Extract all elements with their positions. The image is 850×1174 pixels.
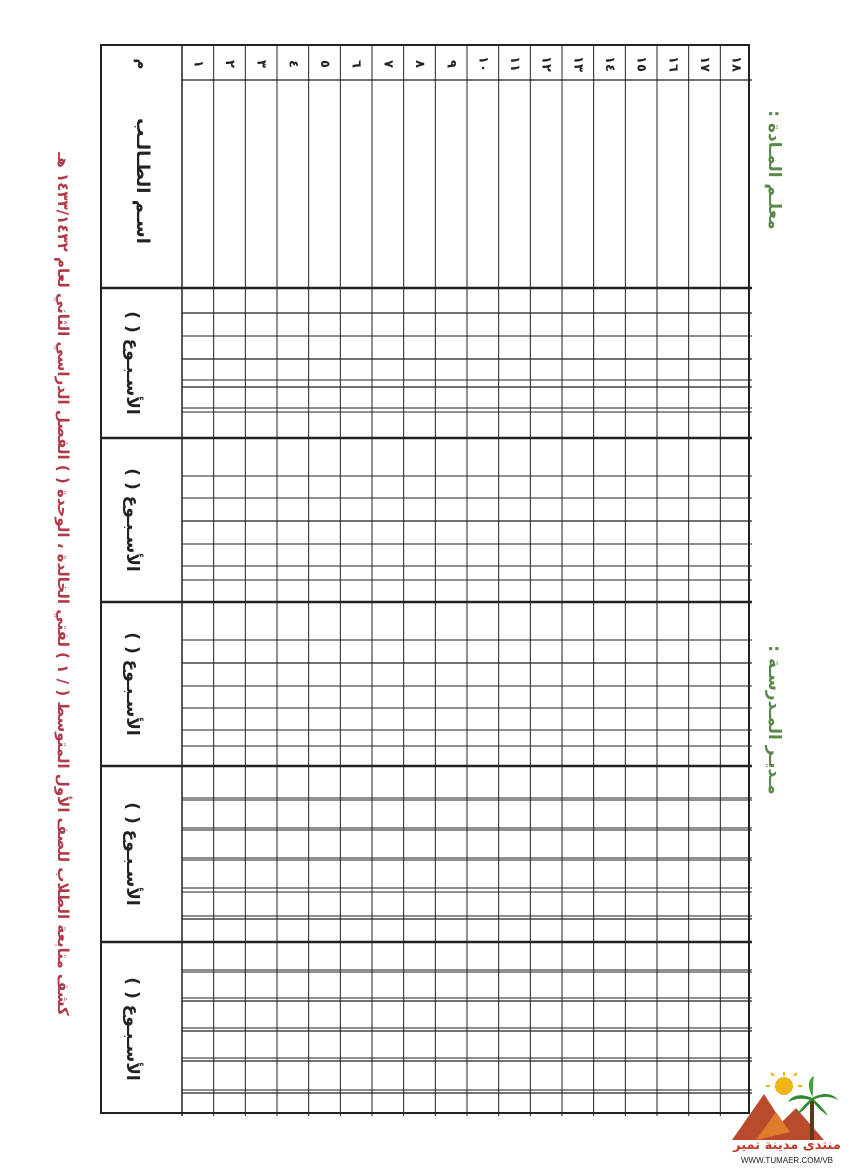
row-number: ٦: [348, 60, 364, 68]
row-number: ١: [190, 60, 206, 68]
row-number: ٨: [412, 60, 427, 68]
row-number: ١٠: [475, 56, 491, 72]
student-name-header: اسـم الطـالـب: [132, 118, 153, 244]
row-number: ٥: [317, 60, 332, 68]
row-number: ١٥: [633, 56, 649, 72]
logo-url[interactable]: WWW.TUMAER.COM/VB: [741, 1156, 833, 1165]
row-number: ١٨: [728, 56, 744, 72]
teacher-signature-label: معلـم المـادة :: [764, 110, 784, 230]
week-label: الأسـبـوع ( ): [122, 802, 142, 906]
row-number: ٩: [443, 60, 459, 68]
row-number: ١٤: [602, 56, 617, 72]
row-number: ٤: [285, 60, 301, 68]
table-grid: [102, 46, 752, 1116]
principal-signature-label: مـديـر المـدرسـة :: [764, 645, 784, 795]
page-title-area: [48, 44, 78, 1124]
row-number: ١٢: [538, 56, 554, 72]
student-tracking-table: [100, 44, 750, 1114]
week-label: الأسـبـوع ( ): [122, 632, 142, 736]
row-number: ٢: [222, 60, 237, 68]
row-number: ١٣: [570, 56, 586, 72]
row-number: ٧: [380, 60, 396, 68]
row-number: ١٦: [665, 56, 681, 72]
page-title: كشف متابعة الطلاب للصف الأول المتوسط ( / ١ ) لفتي الخالدة ، الوحدة ( ) الفصل الدراسي الثاني لعام ١٤٣٣/١٤٣٢ هـ: [54, 152, 72, 1016]
week-label: الأسـبـوع ( ): [122, 311, 142, 415]
number-column-header: م: [133, 58, 152, 70]
row-number: ١٧: [697, 56, 712, 72]
forum-logo: [724, 1072, 850, 1170]
week-label: الأسـبـوع ( ): [122, 468, 142, 572]
row-number: ٣: [253, 60, 269, 68]
week-label: الأسـبـوع ( ): [122, 977, 142, 1081]
row-number: ١١: [507, 56, 522, 72]
logo-name: منتدى مدينة تمير: [733, 1138, 841, 1153]
